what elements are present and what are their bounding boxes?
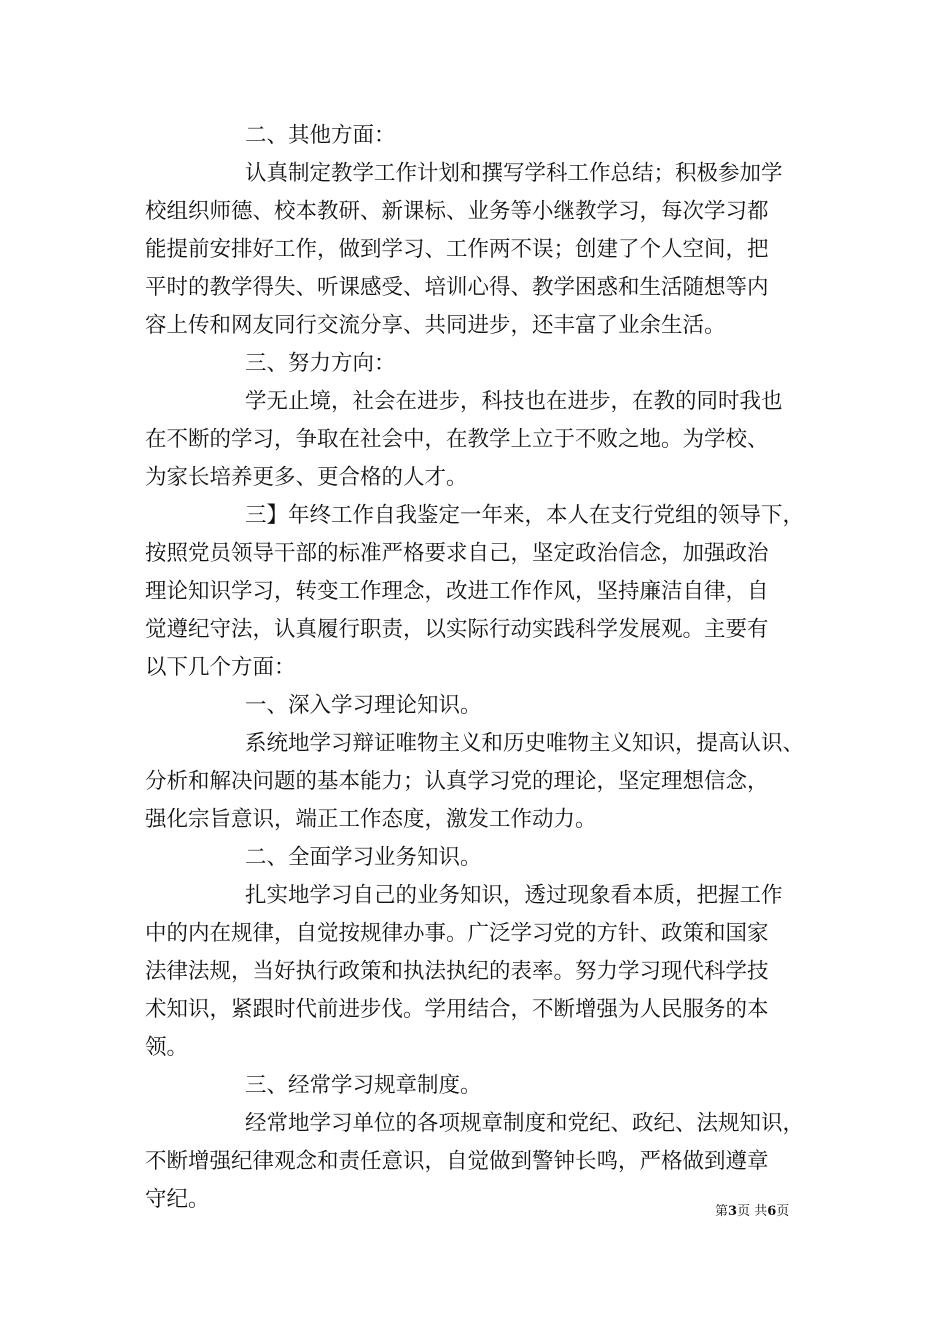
paragraph-line: 领。 <box>145 1035 189 1060</box>
paragraph-line: 为家长培养更多、更合格的人才。 <box>145 465 468 490</box>
heading-business-study: 二、全面学习业务知识。 <box>245 845 482 870</box>
paragraph-line: 容上传和网友同行交流分享、共同进步，还丰富了业余生活。 <box>145 313 726 338</box>
paragraph-line: 在不断的学习，争取在社会中，在教学上立于不败之地。为学校、 <box>145 427 769 452</box>
paragraph-line: 法律法规，当好执行政策和执法执纪的表率。努力学习现代科学技 <box>145 959 769 984</box>
paragraph-line: 认真制定教学工作计划和撰写学科工作总结；积极参加学 <box>245 161 783 186</box>
heading-other-aspects: 二、其他方面： <box>245 123 396 148</box>
paragraph-line: 学无止境，社会在进步，科技也在进步，在教的同时我也 <box>245 389 783 414</box>
paragraph-line: 分析和解决问题的基本能力；认真学习党的理论，坚定理想信念， <box>145 769 769 794</box>
footer-suffix: 页 <box>776 1204 790 1219</box>
paragraph-line: 按照党员领导干部的标准严格要求自己，坚定政治信念，加强政治 <box>145 541 769 566</box>
total-pages-number: 6 <box>767 1204 777 1219</box>
footer-prefix: 第 <box>715 1204 729 1219</box>
current-page-number: 3 <box>728 1204 738 1219</box>
heading-rules-study: 三、经常学习规章制度。 <box>245 1073 482 1098</box>
paragraph-line: 平时的教学得失、听课感受、培训心得、教学困惑和生活随想等内 <box>145 275 769 300</box>
heading-effort-direction: 三、努力方向： <box>245 351 396 376</box>
paragraph-line: 系统地学习辩证唯物主义和历史唯物主义知识，提高认识、 <box>245 731 805 756</box>
paragraph-line: 术知识，紧跟时代前进步伐。学用结合，不断增强为人民服务的本 <box>145 997 769 1022</box>
footer-middle: 页 共 <box>737 1204 768 1219</box>
page-number-footer <box>715 1203 789 1221</box>
paragraph-line: 三】年终工作自我鉴定一年来，本人在支行党组的领导下， <box>245 503 805 528</box>
paragraph-line: 以下几个方面： <box>145 655 296 680</box>
paragraph-line: 能提前安排好工作，做到学习、工作两不误；创建了个人空间，把 <box>145 237 769 262</box>
paragraph-line: 守纪。 <box>145 1187 210 1212</box>
paragraph-line: 扎实地学习自己的业务知识，透过现象看本质，把握工作 <box>245 883 783 908</box>
paragraph-line: 强化宗旨意识，端正工作态度，激发工作动力。 <box>145 807 597 832</box>
paragraph-line: 校组织师德、校本教研、新课标、业务等小继教学习，每次学习都 <box>145 199 769 224</box>
paragraph-line: 经常地学习单位的各项规章制度和党纪、政纪、法规知识， <box>245 1111 805 1136</box>
paragraph-line: 不断增强纪律观念和责任意识，自觉做到警钟长鸣，严格做到遵章 <box>145 1149 769 1174</box>
paragraph-line: 中的内在规律，自觉按规律办事。广泛学习党的方针、政策和国家 <box>145 921 769 946</box>
paragraph-line: 觉遵纪守法，认真履行职责，以实际行动实践科学发展观。主要有 <box>145 617 769 642</box>
paragraph-line: 理论知识学习，转变工作理念，改进工作作风，坚持廉洁自律，自 <box>145 579 769 604</box>
heading-theory-study: 一、深入学习理论知识。 <box>245 693 482 718</box>
